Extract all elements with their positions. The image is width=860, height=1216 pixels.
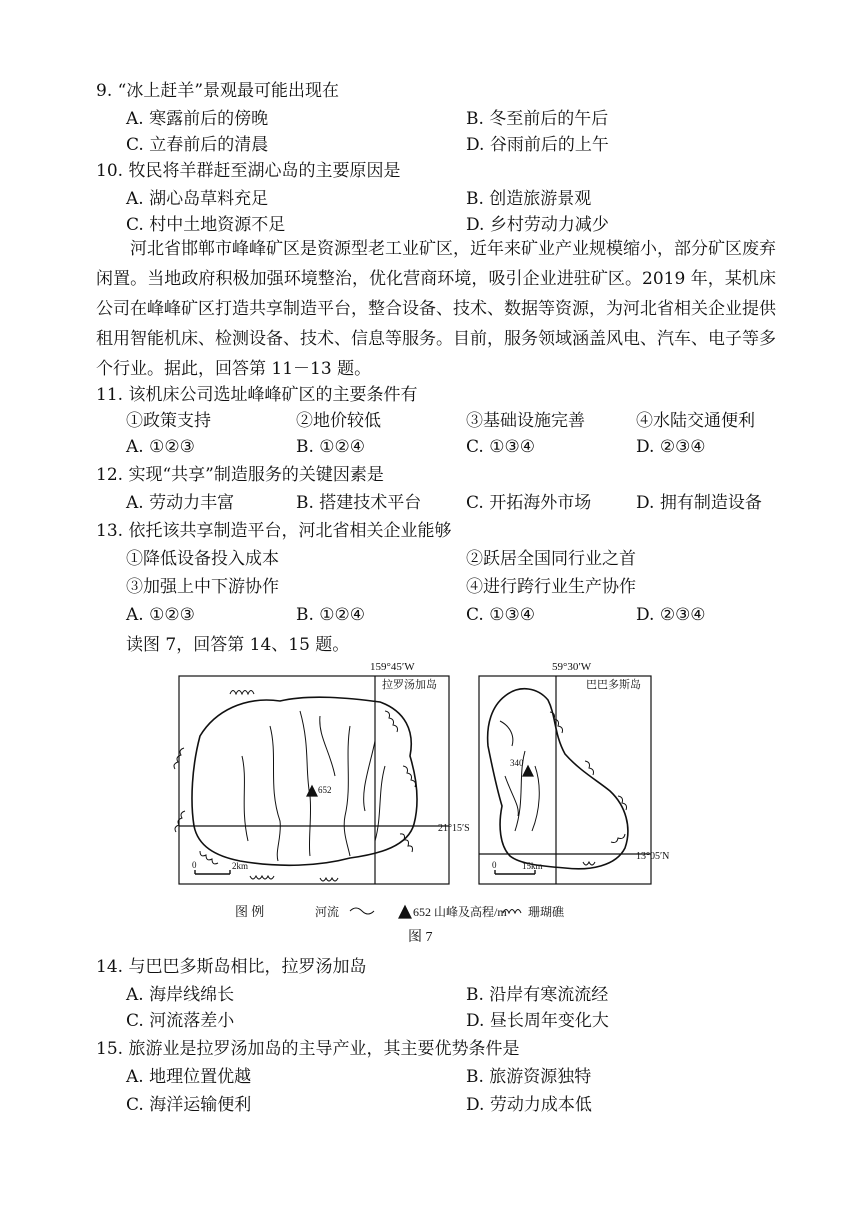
option-15c: C. 海洋运输便利 [126, 1095, 252, 1115]
question-13-stem: 13. 依托该共享制造平台，河北省相关企业能够 [96, 521, 452, 541]
left-map-frame [179, 676, 449, 884]
option-15b: B. 旅游资源独特 [466, 1067, 592, 1087]
question-12-stem: 12. 实现“共享”制造服务的关键因素是 [96, 465, 384, 485]
option-11b: B. ①②④ [296, 437, 366, 457]
right-map-latitude: 13°05′N [636, 851, 670, 862]
option-11c: C. ①③④ [466, 437, 535, 457]
legend-river-icon [350, 908, 374, 914]
option-12b: B. 搭建技术平台 [296, 493, 422, 513]
left-map-title: 拉罗汤加岛 [382, 679, 437, 691]
item-11-4: ④水陆交通便利 [636, 411, 755, 431]
figure-intro: 读图 7，回答第 14、15 题。 [126, 635, 350, 655]
barbados-outline [488, 689, 628, 869]
rarotonga-outline [192, 697, 417, 865]
legend-peak-icon [399, 906, 411, 918]
question-11-stem: 11. 该机床公司选址峰峰矿区的主要条件有 [96, 385, 418, 405]
left-map-peak-label: 652 [318, 785, 332, 795]
left-scale-start: 0 [192, 860, 197, 870]
item-13-2: ②跃居全国同行业之首 [466, 549, 636, 569]
option-14b: B. 沿岸有寒流流经 [466, 985, 609, 1005]
right-scale-end: 15km [522, 861, 543, 871]
item-13-3: ③加强上中下游协作 [126, 577, 279, 597]
item-11-2: ②地价较低 [296, 411, 381, 431]
item-11-1: ①政策支持 [126, 411, 211, 431]
option-12d: D. 拥有制造设备 [636, 493, 762, 513]
option-10b: B. 创造旅游景观 [466, 189, 592, 209]
option-11a: A. ①②③ [126, 437, 195, 457]
right-map-longitude: 59°30′W [552, 661, 592, 673]
right-map-peak-label: 340 [510, 758, 524, 768]
item-13-4: ④进行跨行业生产协作 [466, 577, 636, 597]
question-9-stem: 9. “冰上赶羊”景观最可能出现在 [96, 81, 340, 101]
option-13a: A. ①②③ [126, 605, 195, 625]
item-11-3: ③基础设施完善 [466, 411, 585, 431]
question-15-stem: 15. 旅游业是拉罗汤加岛的主导产业，其主要优势条件是 [96, 1039, 520, 1059]
option-13c: C. ①③④ [466, 605, 535, 625]
option-9d: D. 谷雨前后的上午 [466, 135, 609, 155]
option-10c: C. 村中土地资源不足 [126, 215, 286, 235]
option-14c: C. 河流落差小 [126, 1011, 235, 1031]
option-14d: D. 昼长周年变化大 [466, 1011, 609, 1031]
option-12c: C. 开拓海外市场 [466, 493, 592, 513]
option-12a: A. 劳动力丰富 [126, 493, 235, 513]
option-10d: D. 乡村劳动力减少 [466, 215, 609, 235]
right-scale-start: 0 [492, 860, 497, 870]
legend-peak-label: 652 山峰及高程/m [413, 905, 507, 919]
option-13b: B. ①②④ [296, 605, 366, 625]
passage-text: 河北省邯郸市峰峰矿区是资源型老工业矿区，近年来矿业产业规模缩小，部分矿区废弃闲置。当地政府积极加强环境整治，优化营商环境，吸引企业进驻矿区。2019 年，某机床公司在峰峰矿区打造共享制造平台，整合设备、技术、数据等资源，为河北省相关企业提供租用智能机床、检测设备、技术、信息等服务。目前，服务领域涵盖风电、汽车、电子等多个行业。据此，回答第 11－13 题。 [96, 239, 776, 379]
left-scale-end: 2km [232, 861, 249, 871]
question-14-stem: 14. 与巴巴多斯岛相比，拉罗汤加岛 [96, 957, 367, 977]
figure-caption: 图 7 [408, 930, 433, 945]
left-map-longitude: 159°45′W [370, 661, 415, 673]
option-10a: A. 湖心岛草料充足 [126, 189, 269, 209]
legend-river-label: 河流 [315, 905, 340, 919]
left-map-latitude: 21°15′S [438, 823, 470, 834]
option-9a: A. 寒露前后的傍晚 [126, 109, 269, 129]
right-map-title: 巴巴多斯岛 [586, 679, 641, 691]
option-9b: B. 冬至前后的午后 [466, 109, 609, 129]
rarotonga-rivers [242, 711, 385, 861]
legend-reef-label: 珊瑚礁 [528, 905, 565, 919]
item-13-1: ①降低设备投入成本 [126, 549, 279, 569]
right-map-frame [479, 676, 651, 884]
option-13d: D. ②③④ [636, 605, 706, 625]
option-15a: A. 地理位置优越 [126, 1067, 252, 1087]
option-15d: D. 劳动力成本低 [466, 1095, 592, 1115]
option-11d: D. ②③④ [636, 437, 706, 457]
reading-passage [96, 234, 776, 384]
question-10-stem: 10. 牧民将羊群赶至湖心岛的主要原因是 [96, 161, 401, 181]
legend-title: 图 例 [235, 904, 265, 919]
option-9c: C. 立春前后的清晨 [126, 135, 269, 155]
barbados-reefs [550, 712, 627, 865]
figure-7 [170, 656, 680, 946]
option-14a: A. 海岸线绵长 [126, 985, 235, 1005]
barbados-peak-icon [523, 766, 533, 776]
